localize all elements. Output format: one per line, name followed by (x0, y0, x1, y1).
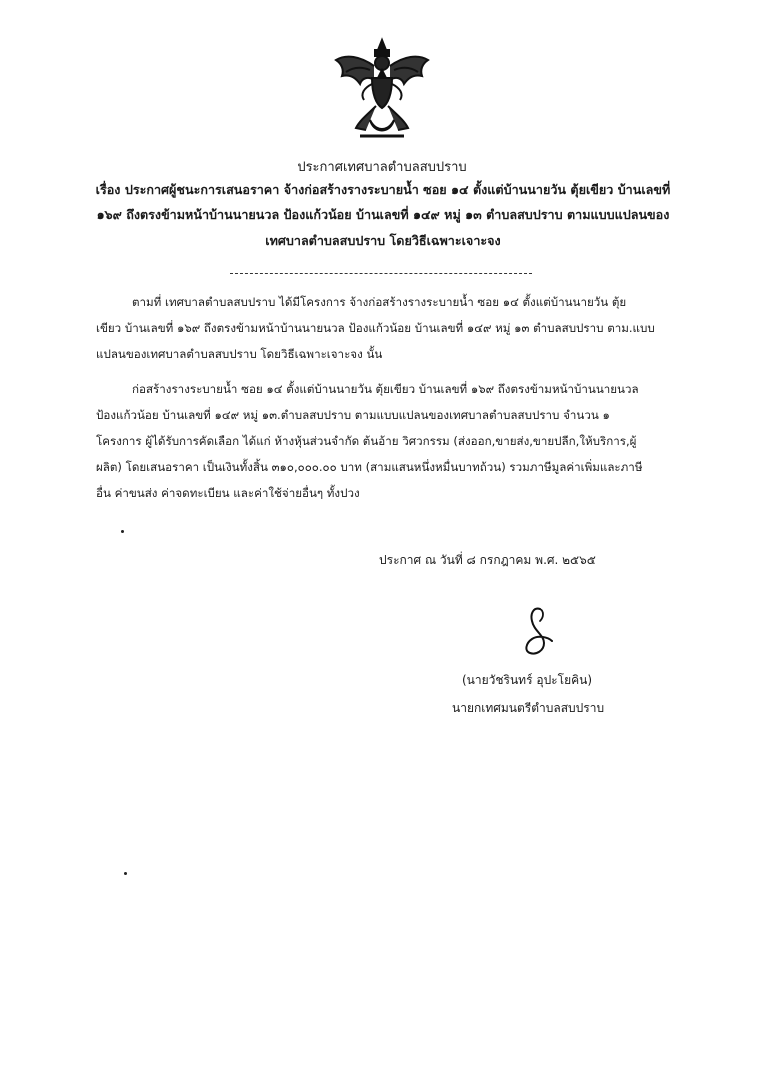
garuda-emblem-icon (330, 36, 434, 144)
paragraph-2-line-3: โครงการ ผู้ได้รับการคัดเลือก ได้แก่ ห้างหุ้นส่วนจำกัด ต้นอ้าย วิศวกรรม (ส่งออก,ขายส่ง,ขายปลีก,ให้บริการ,ผู้ (96, 434, 637, 448)
paragraph-2-line-1: ก่อสร้างรางระบายน้ำ ซอย ๑๔ ตั้งแต่บ้านนายวัน ตุ้ยเขียว บ้านเลขที่ ๑๖๙ ถึงตรงข้ามหน้าบ้านนายนวล (132, 382, 639, 396)
subject-line-2: ๑๖๙ ถึงตรงข้ามหน้าบ้านนายนวล ป้องแก้วน้อย บ้านเลขที่ ๑๔๙ หมู่ ๑๓ ตำบลสบปราบ ตามแบบแปลนของ (96, 207, 670, 222)
title-divider (230, 273, 532, 274)
signature-icon (510, 605, 570, 661)
signer-name: (นายวัชรินทร์ อุปะโยคิน) (462, 673, 593, 687)
paragraph-2-line-5: อื่น ค่าขนส่ง ค่าจดทะเบียน และค่าใช้จ่ายอื่นๆ ทั้งปวง (96, 486, 360, 500)
paragraph-1-line-3: แปลนของเทศบาลตำบลสบปราบ โดยวิธีเฉพาะเจาะจง นั้น (96, 347, 383, 361)
paragraph-1-line-2: เขียว บ้านเลขที่ ๑๖๙ ถึงตรงข้ามหน้าบ้านนายนวล ป้องแก้วน้อย บ้านเลขที่ ๑๔๙ หมู่ ๑๓ ตำบลสบปราบ ตาม.แบบ (96, 321, 655, 335)
announcement-date: ประกาศ ณ วันที่ ๘ กรกฎาคม พ.ศ. ๒๕๖๕ (379, 553, 596, 567)
scan-speck (124, 872, 127, 875)
subject-line-1: เรื่อง ประกาศผู้ชนะการเสนอราคา จ้างก่อสร้างรางระบายน้ำ ซอย ๑๔ ตั้งแต่บ้านนายวัน ตุ้ยเขียว บ้านเลขที่ (95, 182, 671, 197)
paragraph-1-line-1: ตามที่ เทศบาลตำบลสบปราบ ได้มีโครงการ จ้างก่อสร้างรางระบายน้ำ ซอย ๑๔ ตั้งแต่บ้านนายวัน ตุ้ย (132, 295, 627, 309)
scan-speck (121, 530, 124, 533)
document-title: ประกาศเทศบาลตำบลสบปราบ (297, 160, 467, 175)
paragraph-2-line-2: ป้องแก้วน้อย บ้านเลขที่ ๑๔๙ หมู่ ๑๓.ตำบลสบปราบ ตามแบบแปลนของเทศบาลตำบลสบปราบ จำนวน ๑ (96, 408, 610, 422)
paragraph-2-line-4: ผลิต) โดยเสนอราคา เป็นเงินทั้งสิ้น ๓๑๐,๐๐๐.๐๐ บาท (สามแสนหนึ่งหมื่นบาทถ้วน) รวมภาษีมูลค่าเพิ่มและภาษี (96, 460, 643, 474)
signer-position: นายกเทศมนตรีตำบลสบปราบ (452, 701, 605, 715)
subject-line-3: เทศบาลตำบลสบปราบ โดยวิธีเฉพาะเจาะจง (265, 233, 501, 248)
